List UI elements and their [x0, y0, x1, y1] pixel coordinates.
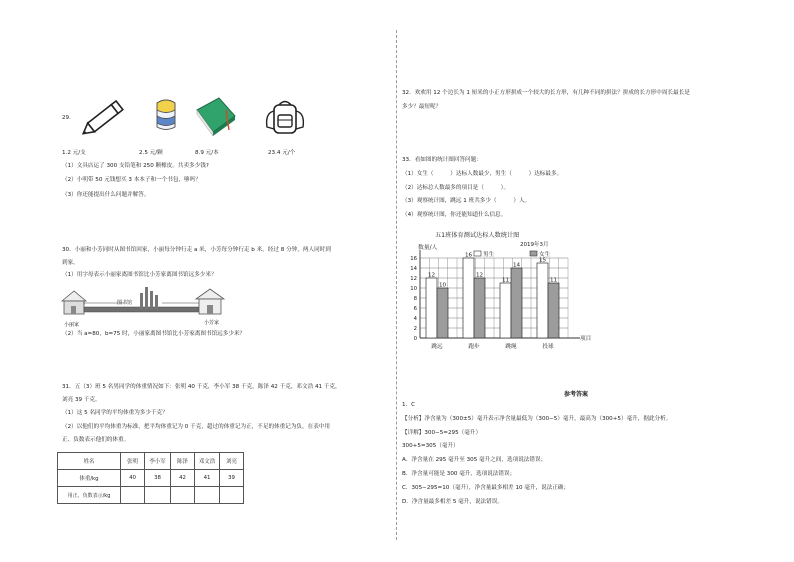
bar-girls [548, 283, 559, 338]
answer-line: A．净含量在 295 毫升至 305 毫升之间，选项说法错误； [402, 457, 547, 463]
bar-boys [500, 283, 511, 338]
table-cell [195, 487, 220, 504]
bar-value-label: 12 [427, 272, 436, 279]
answer-line: 1．C [402, 402, 416, 408]
q31-line1: 31．五（3）班 5 名男同学的体重情况如下：张明 40 千克，李小军 38 千克，陈泽 42 千克，邓文浩 41 千克， [62, 384, 341, 390]
answer-line: C．305−295=10（毫升），净含量最多相差 10 毫升，说法正确； [402, 485, 570, 491]
y-tick-label: 16 [410, 256, 417, 262]
table-cell: 体重/kg [58, 470, 121, 487]
table-row [58, 470, 244, 487]
table-header-cell: 陈泽 [171, 453, 195, 470]
bar-value-label: 15 [538, 257, 547, 264]
price-notebook: 8.9 元/本 [195, 150, 219, 156]
x-tick-label: 跳绳 [505, 344, 517, 350]
x-tick-label: 投球 [542, 344, 554, 350]
chart-title: 五1班体育测试达标人数统计图 [435, 232, 520, 239]
bar-girls [474, 278, 485, 338]
weight-table [57, 452, 244, 504]
library-icon [140, 287, 158, 309]
q33-sub4: （4）观察统计图，你还能知道什么信息。 [402, 212, 507, 218]
bar-value-label: 14 [512, 262, 521, 269]
notebook-icon [195, 96, 239, 138]
y-axis-label: 数量/人 [418, 245, 438, 251]
table-cell: 42 [171, 470, 195, 487]
table-cell: 用正、负数表示/kg [58, 487, 121, 504]
q29-number: 29. [62, 115, 71, 121]
q30-sub1: （1）用字母表示小丽家离图书馆比小芳家离图书馆远多少米？ [62, 272, 217, 278]
table-cell: 38 [145, 470, 171, 487]
table-row [58, 453, 244, 470]
y-tick-label: 4 [413, 316, 417, 322]
table-cell [145, 487, 171, 504]
q33-sub2: （2）达标总人数最多的项目是（ ）。 [402, 185, 510, 191]
q30-line2: 到家。 [62, 260, 79, 266]
q33-line1: 33．看如图的统计图回答问题： [402, 157, 482, 163]
table-header-cell: 邓文浩 [195, 453, 220, 470]
table-cell [171, 487, 195, 504]
table-header-cell: 张明 [121, 453, 145, 470]
bar-boys [537, 263, 548, 338]
q30-sub2: （2）当 a=80，b=75 时，小丽家离图书馆比小芳家离图书馆远多少米？ [62, 331, 246, 337]
bar-value-label: 11 [549, 277, 558, 284]
q29-sub1: （1）文具店运了 300 支铅笔和 250 颗橡皮。共卖多少钱? [62, 163, 209, 169]
x-tick-label: 跳远 [431, 344, 443, 350]
table-header-cell: 刘亮 [220, 453, 244, 470]
eraser-icon [153, 97, 179, 133]
legend-label-girls: 女生 [539, 252, 551, 258]
q31-sub1: （1）这 5 名同学的平均体重为多少千克？ [62, 410, 168, 416]
answer-line: 300+5=305（毫升） [402, 443, 459, 449]
answer-line: B．净含量可能是 300 毫升，选项说法错误； [402, 471, 516, 477]
table-row [58, 487, 244, 504]
y-tick-label: 2 [413, 326, 417, 332]
answer-line: D．净含量最多相差 5 毫升，说法错误。 [402, 499, 503, 505]
house-icon [62, 291, 86, 314]
bar-value-label: 10 [438, 282, 447, 289]
label-home-a: 小丽家 [64, 322, 80, 328]
y-tick-label: 6 [413, 306, 417, 312]
house-icon [196, 289, 224, 314]
table-cell [220, 487, 244, 504]
q31-sub2a: （2）以他们的平均体重为标准，把平均体重记为 0 千克，超过的体重记为正，不足的体重记为负，在表中用 [62, 424, 330, 430]
bar-value-label: 11 [501, 277, 510, 284]
table-cell: 39 [220, 470, 244, 487]
q29-sub2: （2）小明带 50 元钱想买 3 本本子和一个书包，够吗？ [62, 177, 201, 183]
q33-sub3: （3）观察统计图，跳远 1 班共多少（ ）人。 [402, 198, 531, 204]
price-pencil: 1.2 元/支 [62, 150, 86, 156]
table-header-cell: 李小军 [145, 453, 171, 470]
bar-girls [437, 288, 448, 338]
label-library: 图书馆 [117, 300, 133, 306]
bar-value-label: 12 [475, 272, 484, 279]
answers-title: 参考答案 [564, 391, 589, 398]
bar-value-label: 16 [464, 252, 473, 259]
y-tick-label: 8 [413, 296, 417, 302]
bar-boys [426, 278, 437, 338]
legend-swatch-boys [474, 251, 481, 256]
q31-line2: 刘亮 39 千克。 [62, 397, 101, 403]
table-cell: 41 [195, 470, 220, 487]
y-tick-label: 0 [413, 336, 417, 342]
table-header-cell: 姓名 [58, 453, 121, 470]
q33-sub1: （1）女生（ ）达标人数最少，男生（ ）达标最多。 [402, 171, 563, 177]
q32-line2: 多少？最短呢？ [402, 104, 442, 110]
legend-swatch-girls [530, 251, 537, 256]
q29-sub3: （3）你还能提出什么问题并解答。 [62, 192, 150, 198]
bar-boys [463, 258, 474, 338]
bar-girls [511, 268, 522, 338]
bar-chart [390, 226, 600, 356]
legend-label-boys: 男生 [483, 252, 495, 258]
table-cell [121, 487, 145, 504]
y-tick-label: 14 [410, 266, 417, 272]
table-cell: 40 [121, 470, 145, 487]
y-tick-label: 12 [410, 276, 417, 282]
answer-line: 【详解】300−5=295（毫升） [402, 430, 482, 436]
pencil-icon [78, 97, 130, 139]
price-eraser: 2.5 元/颗 [139, 150, 163, 156]
answer-line: 【分析】净含量为（300±5）毫升表示净含量最低为（300−5）毫升，最高为（300+5）毫升，据此分析。 [402, 416, 672, 422]
y-tick-label: 10 [410, 286, 417, 292]
price-backpack: 23.4 元/个 [268, 150, 296, 156]
q31-sub2b: 正、负数表示他们的体重。 [62, 437, 130, 443]
backpack-icon [262, 97, 308, 137]
q30-line1: 30．小丽和小芳同时从图书馆回家，小丽每分钟行走 a 米，小芳每分钟行走 b 米。经过 8 分钟，两人同时到 [62, 247, 331, 253]
chart-date: 2019年3月 [520, 242, 549, 248]
x-tick-label: 跑步 [468, 344, 480, 350]
label-home-b: 小芳家 [204, 320, 220, 326]
x-axis-label: 项目 [580, 336, 592, 342]
q32-line1: 32．欢欢用 12 个边长为 1 厘米的小正方形拼成一个较大的长方形，有几种不同的拼法？拼成的长方形中周长最长是 [402, 90, 690, 96]
